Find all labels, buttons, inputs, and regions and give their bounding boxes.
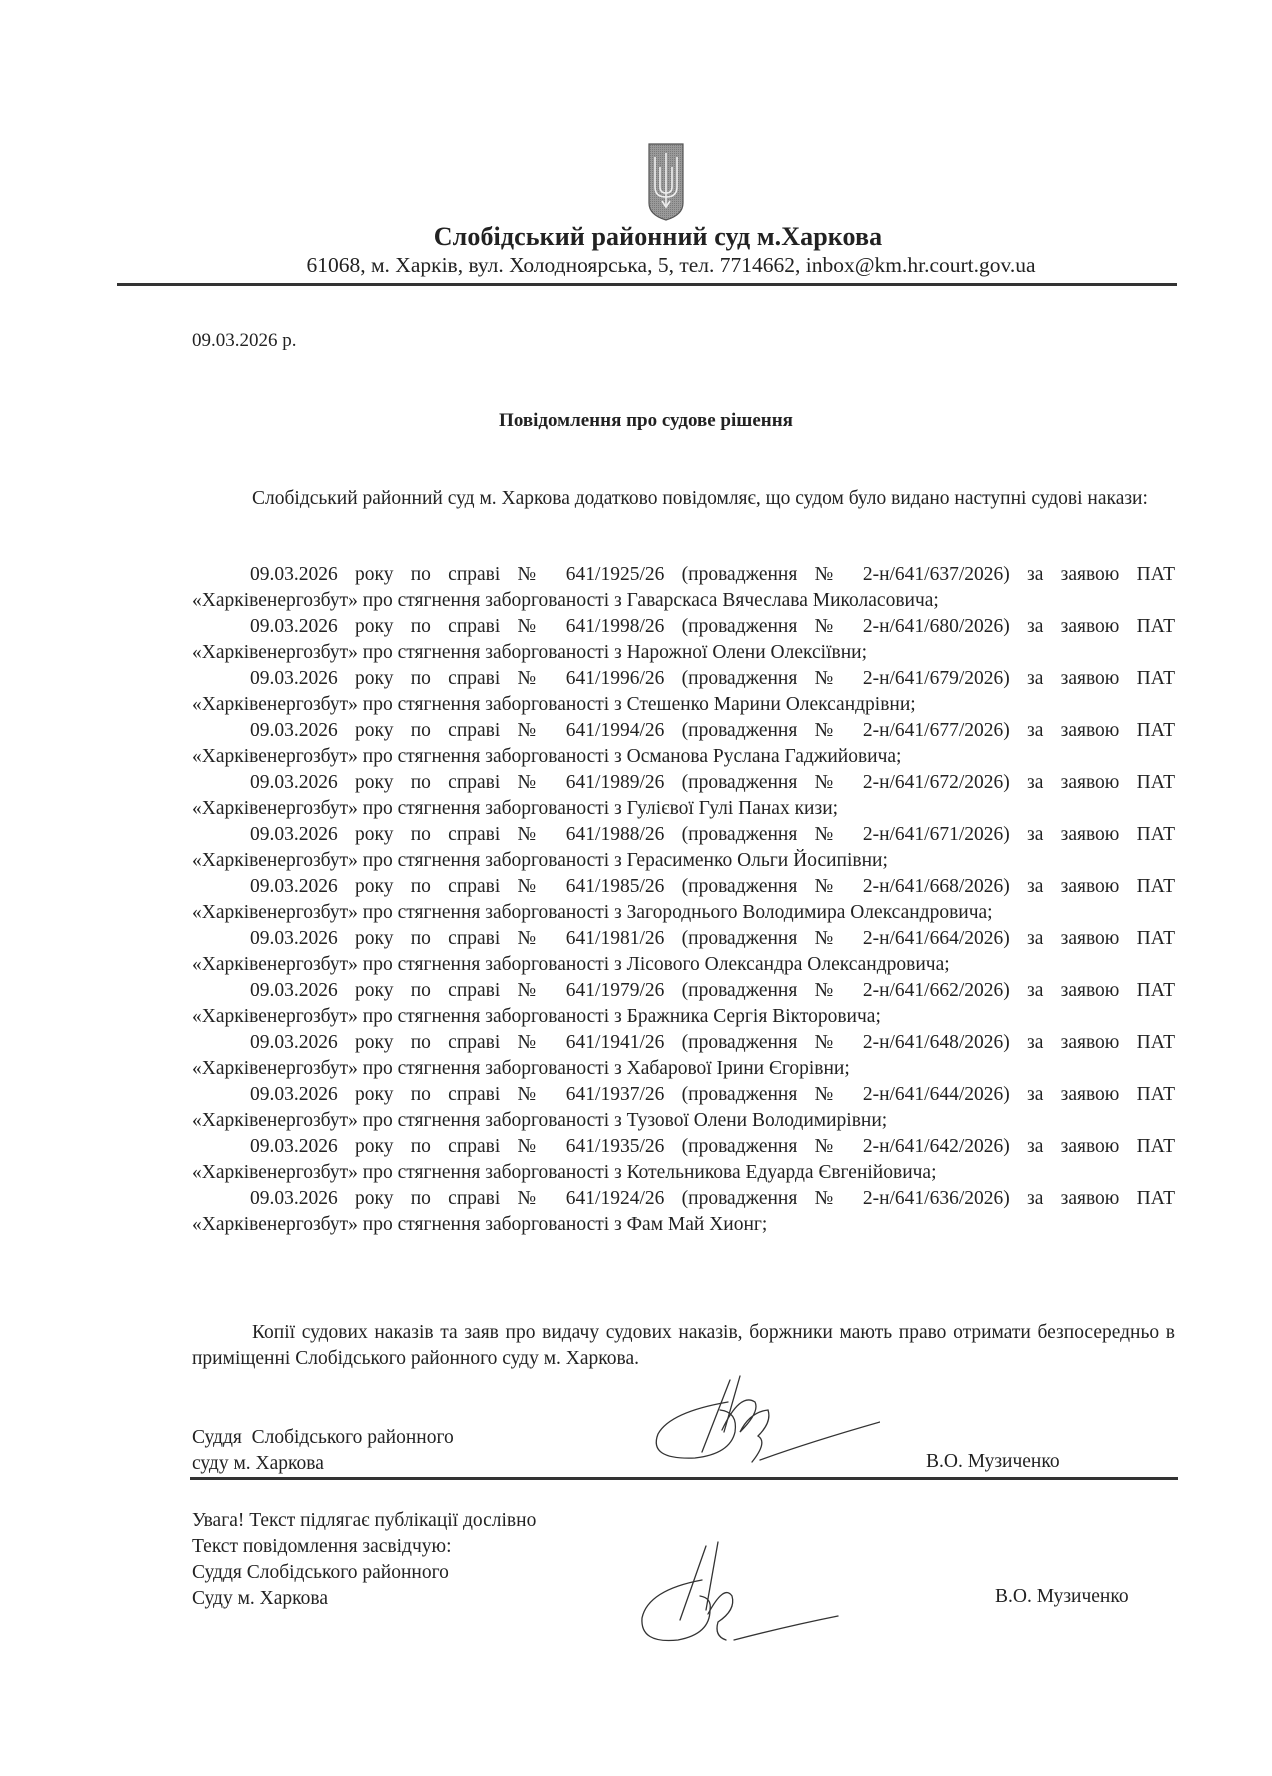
- intro-paragraph: Слобідський районний суд м. Харкова додатково повідомляє, що судом було видано наступні судові накази:: [252, 488, 1148, 509]
- certification-note: [192, 1508, 536, 1612]
- certification-line: Текст повідомлення засвідчую:: [192, 1536, 452, 1557]
- court-order-item: 09.03.2026 року по справі № 641/1935/26 (провадження № 2-н/641/642/2026) за заявою ПАТ «Харківенергозбут» про стягнення заборгованості з Котельникова Едуарда Євгенійовича;: [192, 1136, 1175, 1183]
- court-address: 61068, м. Харків, вул. Холодноярська, 5, тел. 7714662, inbox@km.hr.court.gov.ua: [306, 253, 1036, 277]
- document-title: Повідомлення про судове рішення: [499, 410, 793, 431]
- court-order-item: 09.03.2026 року по справі № 641/1988/26 (провадження № 2-н/641/671/2026) за заявою ПАТ «Харківенергозбут» про стягнення заборгованості з Герасименко Ольги Йосипівни;: [192, 824, 1175, 871]
- ukraine-trident-coat-of-arms-icon: [648, 143, 684, 221]
- court-orders-list: [192, 562, 1175, 1238]
- court-order-item: 09.03.2026 року по справі № 641/1925/26 (провадження № 2-н/641/637/2026) за заявою ПАТ «Харківенергозбут» про стягнення заборгованості з Гаварскаса Вячеслава Миколасовича;: [192, 564, 1175, 611]
- closing-paragraph: Копії судових наказів та заяв про видачу судових наказів, боржники мають право отримати безпосередньо в приміщенні Слобідського районного суду м. Харкова.: [192, 1322, 1175, 1369]
- court-order-item: 09.03.2026 року по справі № 641/1996/26 (провадження № 2-н/641/679/2026) за заявою ПАТ «Харківенергозбут» про стягнення заборгованості з Стешенко Марини Олександрівни;: [192, 668, 1175, 715]
- handwritten-signature-icon: [618, 1540, 858, 1650]
- certifying-judge-name: В.О. Музиченко: [995, 1586, 1129, 1607]
- judge-name: В.О. Музиченко: [926, 1451, 1060, 1472]
- handwritten-signature-icon: [640, 1372, 880, 1472]
- certification-position-line2: Суду м. Харкова: [192, 1588, 329, 1609]
- judge-position: [192, 1425, 454, 1477]
- header-divider: [117, 283, 1177, 286]
- document-date: 09.03.2026 р.: [192, 330, 297, 351]
- court-order-item: 09.03.2026 року по справі № 641/1989/26 (провадження № 2-н/641/672/2026) за заявою ПАТ «Харківенергозбут» про стягнення заборгованості з Гулієвої Гулі Панах кизи;: [192, 772, 1175, 819]
- certification-position-line1: Суддя Слобідського районного: [192, 1562, 449, 1583]
- court-name: Слобідський районний суд м.Харкова: [433, 222, 883, 251]
- court-order-item: 09.03.2026 року по справі № 641/1979/26 (провадження № 2-н/641/662/2026) за заявою ПАТ «Харківенергозбут» про стягнення заборгованості з Бражника Сергія Вікторовича;: [192, 980, 1175, 1027]
- court-order-item: 09.03.2026 року по справі № 641/1981/26 (провадження № 2-н/641/664/2026) за заявою ПАТ «Харківенергозбут» про стягнення заборгованості з Лісового Олександра Олександровича;: [192, 928, 1175, 975]
- signature-divider: [190, 1477, 1178, 1480]
- court-order-item: 09.03.2026 року по справі № 641/1985/26 (провадження № 2-н/641/668/2026) за заявою ПАТ «Харківенергозбут» про стягнення заборгованості з Загороднього Володимира Олександровича;: [192, 876, 1175, 923]
- court-order-item: 09.03.2026 року по справі № 641/1937/26 (провадження № 2-н/641/644/2026) за заявою ПАТ «Харківенергозбут» про стягнення заборгованості з Тузової Олени Володимирівни;: [192, 1084, 1175, 1131]
- court-order-item: 09.03.2026 року по справі № 641/1941/26 (провадження № 2-н/641/648/2026) за заявою ПАТ «Харківенергозбут» про стягнення заборгованості з Хабарової Ірини Єгорівни;: [192, 1032, 1175, 1079]
- judge-position-line1: Суддя Слобідського районного: [192, 1427, 454, 1448]
- court-order-item: 09.03.2026 року по справі № 641/1924/26 (провадження № 2-н/641/636/2026) за заявою ПАТ «Харківенергозбут» про стягнення заборгованості з Фам Май Хионг;: [192, 1188, 1175, 1235]
- court-order-item: 09.03.2026 року по справі № 641/1994/26 (провадження № 2-н/641/677/2026) за заявою ПАТ «Харківенергозбут» про стягнення заборгованості з Османова Руслана Гаджийовича;: [192, 720, 1175, 767]
- court-order-item: 09.03.2026 року по справі № 641/1998/26 (провадження № 2-н/641/680/2026) за заявою ПАТ «Харківенергозбут» про стягнення заборгованості з Нарожної Олени Олексіївни;: [192, 616, 1175, 663]
- publication-warning: Увага! Текст підлягає публікації дослівно: [192, 1510, 537, 1531]
- judge-position-line2: суду м. Харкова: [192, 1453, 324, 1474]
